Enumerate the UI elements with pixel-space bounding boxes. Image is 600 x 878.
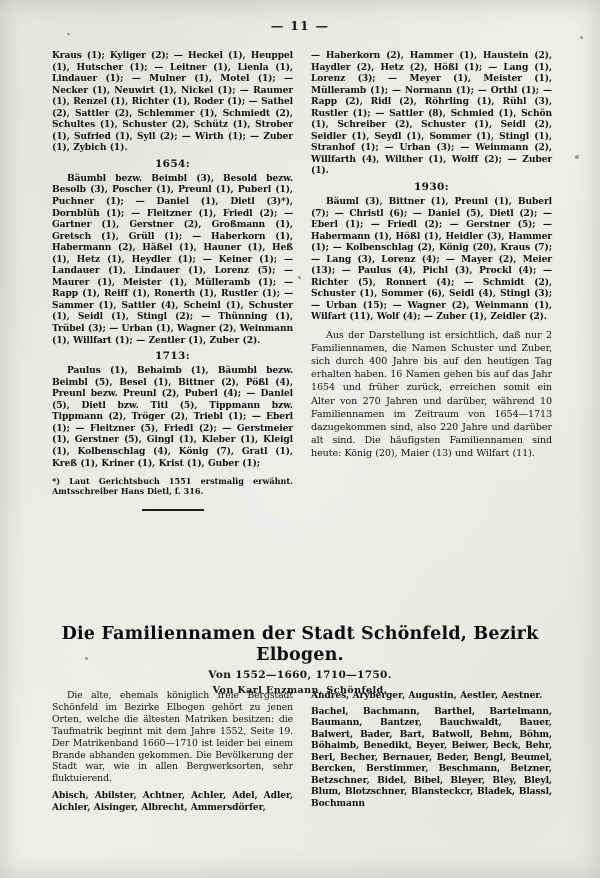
surname-list-continued: Kraus (1); Kyliger (2); — Heckel (1), Heuppel (1), Hutscher (1); — Leitner (1), Lienla (1), Lindauer (1); — Mulner (1), Motel (1); — Necker (1), Neuwirt (1), Nickel (1); — Raumer (1), Renzel (1), Richter (1), Roder (1); — Sathel (2), Sattler (2), Schlemmer (1), Schmiedt (2), Schultes (1), Schuster (2), Schütz (1), Strober (1), Sufried (1), Syll (2); — Wirth (1); — Zuber (1), Zybich (1).: [52, 50, 293, 154]
surname-list-continued: — Haberkorn (2), Hammer (1), Haustein (2), Haydler (2), Hetz (2), Hößl (1); — Lang (1), Lorenz (3); — Meyer (1), Meister (1), Mülleramb (1); — Normann (1); — Orthl (1); — Rapp (2), Ridl (2), Röhrling (1), Rühl (3), Rustler (1); — Sattler (8), Schmied (1), Schön (1), Schreiber (2), Schuster (1), Seidl (2), Seidler (1), Seydl (1), Sommer (1), Stingl (1), Stranhof (1); — Urban (3); — Weinmann (2), Willfarth (4), Wilther (1), Wolff (2); — Zuber (1).: [311, 50, 552, 177]
article-header: [30, 624, 570, 698]
names-letter-a-left: Abisch, Abilster, Achtner, Achler, Adel, Adler, Aichler, Aisinger, Albrecht, Ammersdörfer,: [52, 790, 293, 813]
lower-columns: [52, 690, 552, 860]
footnote: *) Laut Gerichtsbuch 1551 erstmalig erwähnt. Amtsschreiber Hans Dietl, f. 316.: [52, 476, 293, 497]
article-subtitle: Von 1552—1660, 1710—1750.: [208, 669, 392, 681]
lower-left-column: [52, 690, 293, 860]
article-intro-paragraph: Die alte, ehemals königlich freie Bergstadt Schönfeld im Bezirke Elbogen gehört zu jenen Orten, welche die ältesten Matriken besitzen: die Taufmatrik beginnt mit dem Jahre 1552, Seite 19. Der Matrikenband 1660—1710 ist leider bei einem Brande abhanden gekommen. Die Bevölkerung der Stadt war, wie in allen Bergwerksorten, sehr fluktuierend.: [52, 690, 293, 785]
right-column: [311, 50, 552, 610]
names-letter-a-right: Andres, Aryberger, Augustin, Aestler, Aestner.: [311, 690, 543, 701]
lower-right-column: [311, 690, 552, 860]
surname-list-1930: Bäuml (3), Bittner (1), Preunl (1), Buberl (7); — Christl (6); — Daniel (5), Dietl (2); — Eberl (1); — Friedl (2); — Gerstner (5); — Habermann (1), Hößl (1), Heidler (3), Hammer (1); — Kolbenschlag (2), König (20), Kraus (7); — Lang (3), Lorenz (4); — Mayer (2), Meier (13); — Paulus (4), Pichl (3), Prockl (4); — Richter (5), Ronnert (4); — Schmidt (2), Schuster (1), Sommer (6), Seidl (4), Stingl (3); — Urban (15); — Wagner (2), Weinmann (1), Wilfart (11), Wolf (4); — Zuber (1), Zeidler (2).: [311, 196, 552, 323]
upper-columns: [52, 50, 552, 610]
scan-speck: [575, 155, 579, 159]
names-letter-b: Bachel, Bachmann, Barthel, Bartelmann, Baumann, Bantzer, Bauchwaldt, Bauer, Balwert, Bader, Bart, Batwoll, Behm, Böhm, Böhaimb, Benedikt, Beyer, Beiwer, Beck, Behr, Berl, Becher, Bernauer, Beder, Bengl, Beumel, Bercken, Berstimmer, Beschmann, Betzner, Betzschner, Bidel, Bibel, Bleyer, Bley, Bleyl, Blum, Blotzschner, Blansteckcr, Bladek, Blassl, Bochmann: [311, 705, 552, 809]
section-divider-rule: [142, 509, 204, 511]
article-byline: Von Karl Enzmann, Schönfeld.: [212, 685, 388, 696]
scan-speck: [580, 36, 583, 39]
page-number: — 11 —: [270, 18, 330, 33]
conclusion-paragraph: Aus der Darstellung ist ersichtlich, daß nur 2 Familiennamen, die Namen Schuster und Zuber, sich durch 400 Jahre bis auf den heutigen Tag erhalten haben. 16 Namen gehen bis auf das Jahr 1654 und früher zurück, erreichen somit ein Alter von 270 Jahren und darüber, während 10 Familiennamen im Zeitraum von 1654—1713 dazugekommen sind, also 220 Jahre und darüber alt sind. Die häufigsten Familiennamen sind heute: König (20), Maier (13) und Wilfart (11).: [311, 330, 552, 459]
year-heading-1713: 1713:: [154, 350, 191, 363]
surname-list-1654: Bäumbl bezw. Beimbl (3), Besold bezw. Besolb (3), Poscher (1), Preunl (1), Puberl (1), Puchner (1); — Daniel (1), Dietl (3)*), Dornblüh (1); — Fleitzner (1), Friedl (2); — Gartner (1), Gerstner (2), Großmann (1), Gretsch (1), Grüll (1); — Haberkorn (1), Habermann (2), Häßel (1), Hauner (1), Heß (1), Hetz (1), Heydler (1); — Keiner (1); — Landauer (1), Lindauer (1), Lorenz (5); — Maurer (1), Meister (1), Mülleramb (1); — Rapp (1), Reiff (1), Ronerth (1), Rustler (1); — Sammer (1), Sattler (4), Scheinl (1), Schuster (1), Seidl (1), Stingl (2); — Thünning (1), Trübel (3); — Urban (1), Wagner (2), Weinmann (1), Willfart (1); — Zentler (1), Zuber (2).: [52, 172, 293, 346]
left-column: [52, 50, 293, 610]
scan-speck: [67, 33, 70, 35]
surname-list-1713: Paulus (1), Behaimb (1), Bäumbl bezw. Beimbl (5), Besel (1), Bittner (2), Pößl (4), Preunl bezw. Preunl (2), Puberl (4); — Daniel (5), Dietl bzw. Titl (5), Tippmann bzw. Tippmann (2), Tröger (2), Triebl (1); — Eberl (1); — Fleitzner (5), Friedl (2); — Gerstmeier (1), Gerstner (5), Gingl (1), Kleber (1), Kleigl (1), Kolbenschlag (4), König (7), Gratl (1), Kreß (1), Kriner (1), Krist (1), Guber (1);: [52, 365, 293, 469]
year-heading-1930: 1930:: [413, 181, 450, 194]
article-title: Die Familiennamen der Stadt Schönfeld, Bezirk Elbogen.: [61, 624, 539, 665]
year-heading-1654: 1654:: [154, 157, 191, 170]
